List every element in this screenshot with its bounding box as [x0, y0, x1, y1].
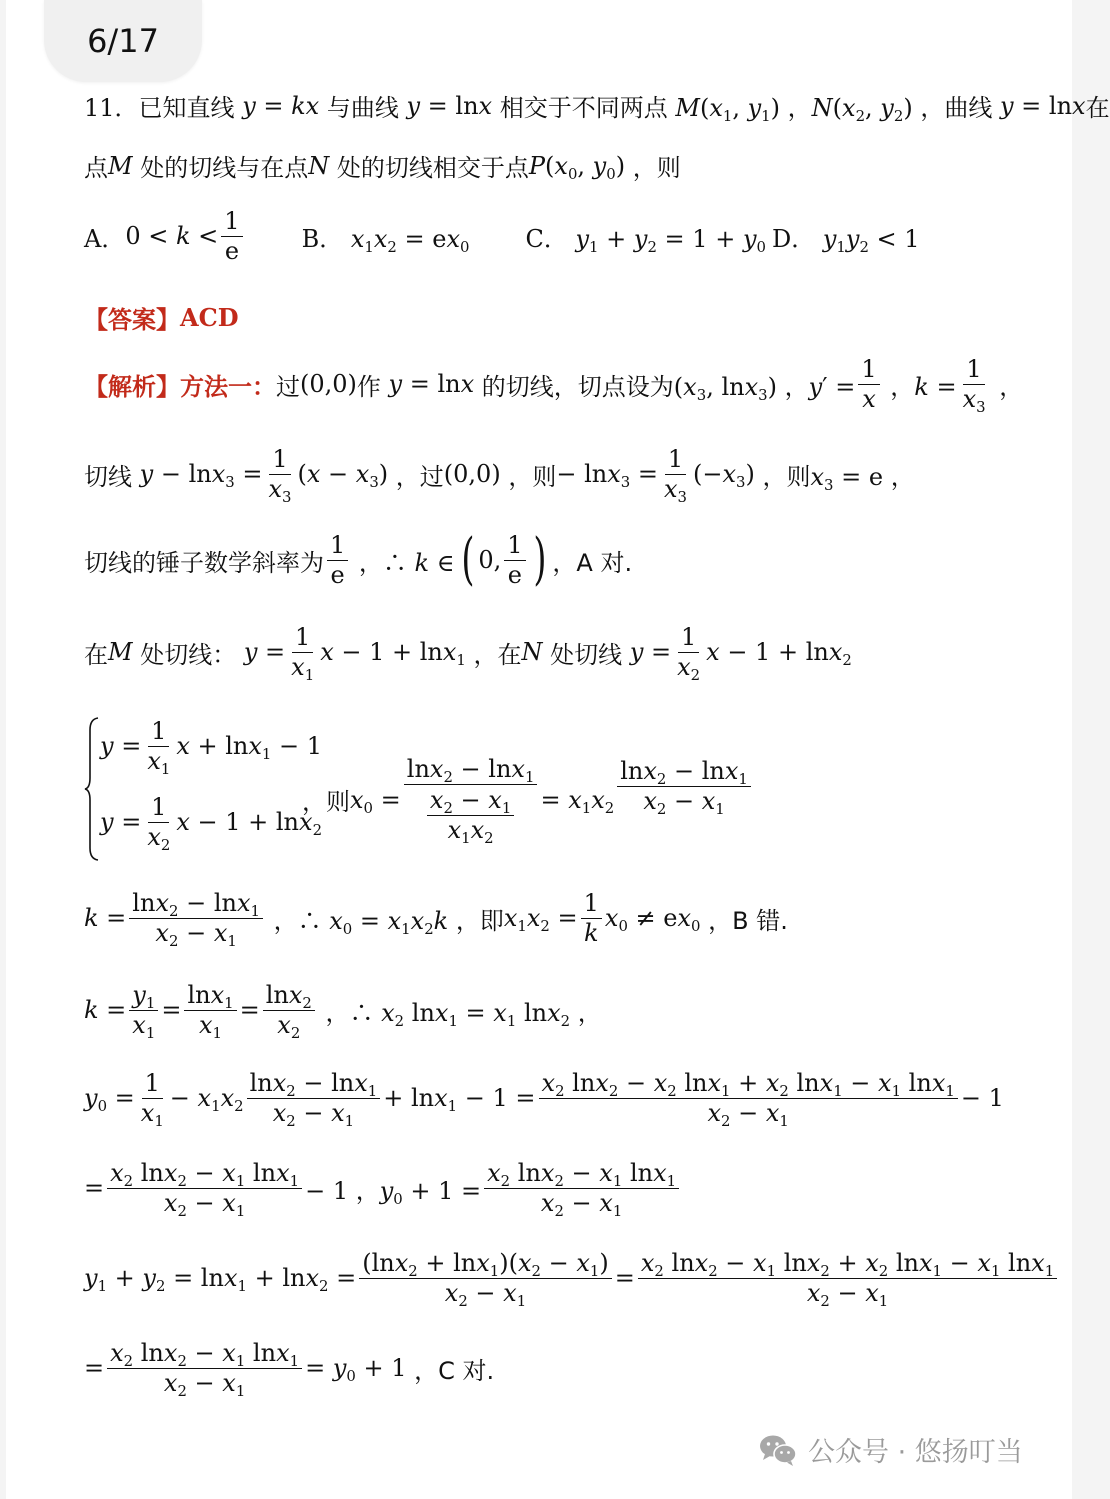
- answer-label: 【答案】: [84, 306, 180, 334]
- solution-line-10: $y_1 + y_2 = \ln x_1 + \ln x_2$ = $\frac{(\ln x_2 + \ln x_1)(x_2 - x_1)}{x_2 - x_1}$ = $\frac{x_2 \ln x_2 - x_1 \ln x_2 + x_2 \ln x_1 - x_1 \ln x_1}{x_2 - x_1}$: [84, 1250, 1060, 1307]
- answer-value: ACD: [180, 303, 239, 332]
- system-equation-1: y = $\frac{1}{x_1}$ x + lnx$_1$ − 1: [100, 717, 323, 779]
- question-line-1: 11． 已知直线 y = kx 与曲线 y = lnx 相交于不同两点 $M(x_1$, $y_1$) ，$N(x_2$, $y_2$) ，曲线 y = lnx 在: [84, 91, 1110, 126]
- solution-line-9: = $\frac{x_2 \ln x_2 - x_1 \ln x_1}{x_2 - x_1}$ − 1 ，$y_0 + 1$ = $\frac{x_2 \ln x_2 - x_1 \ln x_1}{x_2 - x_1}$: [84, 1160, 682, 1217]
- solution-line-7: k = $\frac{y_1}{x_1}$ = $\frac{\ln x_1}{x_1}$ = $\frac{\ln x_2}{x_2}$ ，∴ $x_2$ $\ln x_1 = x_1$ lnx$_2$ ，: [84, 981, 602, 1043]
- option-b: B． $x_1x_2 = ex_0$: [301, 224, 470, 257]
- answer-line: [84, 300, 239, 335]
- solution-line-6: k = $\frac{\ln x_2 - \ln x_1}{x_2 - x_1}$ ，∴ $x_0 = x_1x_2k$ ，即 $x_1x_2$ = $\frac{1}{k}$ $x_0 \ne ex_0$ ，B 错.: [84, 889, 788, 951]
- page-indicator[interactable]: [44, 0, 202, 82]
- solution-line-5: ，则 $x_0$ = $\frac{\ln x_2 - \ln x_1}{\frac{x_2 - x_1}{x_1x_2}}$ = $x_1x_2$ $\frac{\ln x_2 - \ln x_1}{x_2 - x_1}$: [302, 756, 754, 844]
- document-page: [6, 0, 1110, 1499]
- solution-line-1: 【解析】方法一： 过 (0,0) 作 y = lnx 的切线，切点设为 ($x_3$, lnx$_3$) ，y′ = $\frac{1}{x}$ ，k = $\frac{1}{x_3}$ ，: [84, 355, 1024, 417]
- left-brace-icon: [84, 716, 100, 862]
- option-c: C． $y_1 + y_2 = 1 + y_0$: [525, 224, 766, 257]
- page-indicator-text: 6/17: [87, 22, 159, 60]
- solution-line-11: = $\frac{x_2 \ln x_2 - x_1 \ln x_1}{x_2 - x_1}$ = $y_0 + 1$ ，C 对.: [84, 1339, 495, 1401]
- solution-line-4: 在 M 处切线： y = $\frac{1}{x_1}$ x − 1 + lnx$_1$ ，在 N 处切线 y = $\frac{1}{x_2}$ x − 1 + lnx$_2$: [84, 623, 852, 685]
- question-line-2: 点 M 处的切线与在点 N 处的切线相交于点 $P(x_0$, $y_0$) ，则: [84, 151, 681, 183]
- equation-system: [84, 712, 323, 864]
- option-d: D． $y_1y_2 < 1$: [771, 224, 920, 257]
- system-equation-2: y = $\frac{1}{x_2}$ x − 1 + lnx$_2$: [100, 793, 323, 855]
- watermark: [758, 1430, 1023, 1469]
- solution-line-2: 切线 y − lnx$_3$ = $\frac{1}{x_3}$ $(x - x_3)$ ，过 (0,0) ，则 − lnx$_3$ = $\frac{1}{x_3}$ $(-x_3)$ ，则 $x_3 = e$ ，: [84, 445, 915, 507]
- solution-line-3: 切线的锤子数学斜率为 $\frac{1}{e}$ ，∴ k ∈ ( 0, $\frac{1}{e}$ ) ，A 对.: [84, 527, 633, 593]
- solution-label: 【解析】方法一：: [84, 372, 276, 401]
- solution-line-8: $y_0$ = $\frac{1}{x_1}$ − $x_1x_2$ $\frac{\ln x_2 - \ln x_1}{x_2 - x_1}$ + lnx$_1$ − 1 = $\frac{x_2 \ln x_2 - x_2 \ln x_1 + x_2 \ln x_1 - x_1 \ln x_1}{x_2 - x_1}$ − 1: [84, 1069, 1004, 1131]
- options-line: [84, 208, 920, 265]
- wechat-icon: [758, 1433, 798, 1467]
- watermark-text: 公众号 · 悠扬叮当: [808, 1437, 1023, 1468]
- option-a: A． 0 < k < $\frac{1}{e}$: [84, 208, 246, 265]
